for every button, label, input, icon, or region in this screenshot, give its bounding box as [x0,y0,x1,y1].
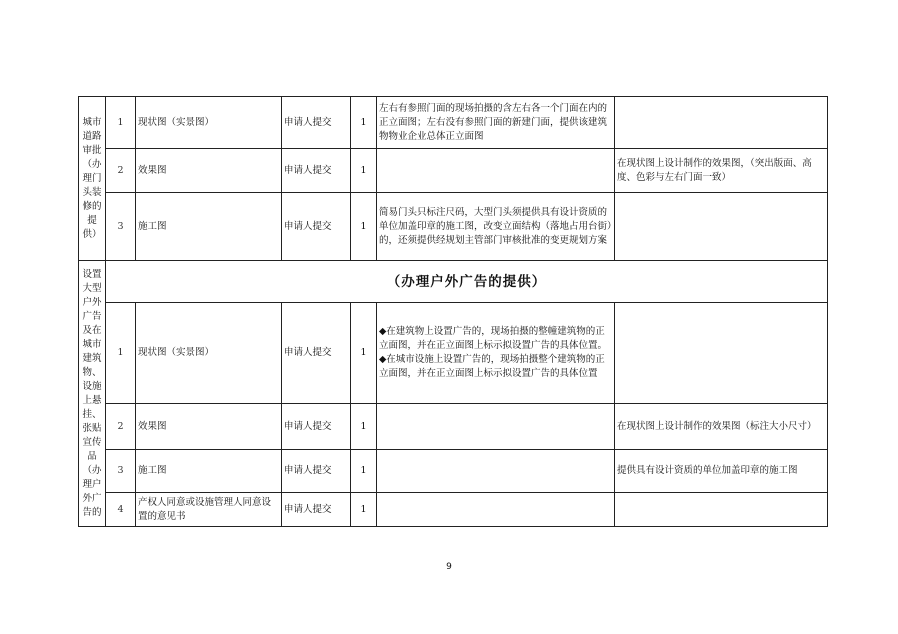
quantity: 1 [351,450,377,493]
material-name: 施工图 [136,450,282,493]
requirement [377,303,615,404]
material-name: 产权人同意或设施管理人同意设置的意见书 [136,493,282,527]
section-banner: （办理户外广告的提供） [106,261,828,303]
requirement: 简易门头只标注尺码，大型门头须提供具有设计资质的单位加盖印章的施工图，改变立面结构（落地占用台街）的，还须提供经规划主管部门审核批准的变更规划方案 [377,193,615,261]
table-row [79,97,828,149]
table-row [79,450,828,493]
category-cell-road-approval: 城市道路审批（办理门头装修的提供） [79,97,106,261]
material-name: 效果图 [136,149,282,193]
quantity: 1 [351,303,377,404]
note [615,193,828,261]
row-number: 2 [106,404,136,450]
requirement [377,404,615,450]
row-number: 3 [106,450,136,493]
requirement-part-building: ◆在建筑物上设置广告的，现场拍摄的整幢建筑物的正立面图，并在正立面图上标示拟设置广告的具体位置。 [379,326,608,351]
submitter: 申请人提交 [282,193,351,261]
submitter: 申请人提交 [282,97,351,149]
submitter: 申请人提交 [282,493,351,527]
requirement [377,450,615,493]
material-name: 效果图 [136,404,282,450]
table-row [79,493,828,527]
requirement [377,493,615,527]
quantity: 1 [351,149,377,193]
row-number: 1 [106,97,136,149]
quantity: 1 [351,193,377,261]
material-name: 施工图 [136,193,282,261]
row-number: 3 [106,193,136,261]
category-cell-outdoor-ads: 设置大型户外广告及在城市建筑物、设施上悬挂、张贴宣传品（办理户外广告的 [79,261,106,527]
note [615,97,828,149]
requirement-part-facility: ◆在城市设施上设置广告的，现场拍摄整个建筑物的正立面图，并在正立面图上标示拟设置广告的具体位置 [379,354,605,379]
quantity: 1 [351,97,377,149]
submitter: 申请人提交 [282,303,351,404]
row-number: 1 [106,303,136,404]
quantity: 1 [351,404,377,450]
note: 提供具有设计资质的单位加盖印章的施工图 [615,450,828,493]
requirement [377,149,615,193]
submitter: 申请人提交 [282,149,351,193]
requirements-table [78,96,828,527]
table-row [79,193,828,261]
material-name: 现状图（实景图） [136,97,282,149]
note [615,493,828,527]
note [615,303,828,404]
submitter: 申请人提交 [282,450,351,493]
table-row [79,303,828,404]
table-row [79,261,828,303]
material-name: 现状图（实景图） [136,303,282,404]
table-row [79,404,828,450]
note: 在现状图上设计制作的效果图，（突出版面、高度、色彩与左右门面一致） [615,149,828,193]
note: 在现状图上设计制作的效果图（标注大小尺寸） [615,404,828,450]
row-number: 2 [106,149,136,193]
page-number: 9 [446,562,452,572]
quantity: 1 [351,493,377,527]
table-row [79,149,828,193]
row-number: 4 [106,493,136,527]
submitter: 申请人提交 [282,404,351,450]
requirement: 左右有参照门面的现场拍摄的含左右各一个门面在内的正立面图；左右没有参照门面的新建门面，提供该建筑物物业企业总体正立面图 [377,97,615,149]
